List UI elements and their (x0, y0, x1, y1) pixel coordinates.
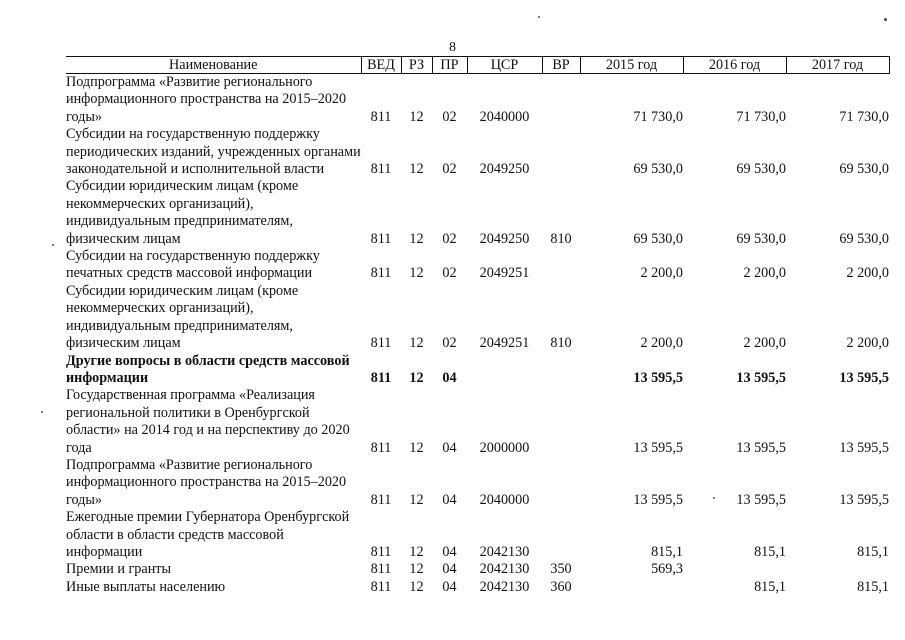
cell-ved: 811 (370, 108, 392, 125)
header-csr: ЦСР (467, 57, 542, 74)
table-row (66, 579, 889, 596)
table-header-row (66, 57, 889, 74)
cell-y2015: 69 530,0 (633, 230, 683, 247)
cell-name: Государственная программа «Реализация региональной политики в Оренбургской области» на 2014 год и на перспективу до 2020 года (66, 387, 350, 456)
cell-csr: 2049250 (479, 230, 530, 247)
header-2016: 2016 год (683, 57, 786, 74)
cell-y2017 (786, 561, 889, 578)
cell-pr: 04 (442, 543, 457, 560)
cell-rz: 12 (409, 335, 424, 352)
header-ved: ВЕД (361, 57, 401, 74)
cell-csr: 2042130 (479, 543, 530, 560)
cell-y2015: 2 200,0 (640, 335, 683, 352)
table-row (66, 509, 889, 561)
cell-vr: 350 (550, 561, 572, 578)
cell-y2017: 13 595,5 (839, 369, 889, 386)
cell-vr: 810 (550, 230, 572, 247)
cell-y2016: 13 595,5 (736, 439, 786, 456)
cell-pr: 04 (442, 369, 457, 386)
header-name: Наименование (66, 57, 361, 74)
table-row (66, 178, 889, 248)
cell-name: Субсидии на государственную поддержку печатных средств массовой информации (66, 248, 320, 282)
cell-rz: 12 (409, 108, 424, 125)
cell-y2017: 69 530,0 (839, 161, 889, 178)
header-pr: ПР (432, 57, 467, 74)
header-rz: РЗ (401, 57, 432, 74)
cell-name: Премии и гранты (66, 561, 172, 578)
cell-rz: 12 (409, 578, 424, 595)
cell-vr (542, 353, 580, 388)
cell-csr: 2040000 (479, 491, 530, 508)
cell-csr: 2049251 (479, 335, 530, 352)
cell-y2017: 815,1 (857, 578, 889, 595)
cell-y2016: 69 530,0 (736, 161, 786, 178)
cell-pr: 04 (442, 439, 457, 456)
cell-csr (467, 353, 542, 388)
scan-speck (713, 497, 715, 499)
table-row (66, 248, 889, 283)
cell-y2016: 815,1 (754, 578, 786, 595)
page-number: 8 (449, 40, 456, 55)
cell-csr: 2049250 (479, 161, 530, 178)
header-vr: ВР (542, 57, 580, 74)
cell-csr: 2040000 (479, 108, 530, 125)
cell-y2015: 69 530,0 (633, 161, 683, 178)
cell-pr: 02 (442, 230, 457, 247)
cell-csr: 2042130 (479, 578, 530, 595)
cell-ved: 811 (370, 161, 392, 178)
scan-speck (41, 411, 43, 413)
cell-y2017: 2 200,0 (846, 265, 889, 282)
cell-rz: 12 (409, 265, 424, 282)
cell-vr (542, 387, 580, 457)
cell-y2015 (580, 579, 683, 596)
cell-name: Субсидии юридическим лицам (кроме некоммерческих организаций), индивидуальным предпринимателям, физическим лицам (66, 178, 299, 247)
cell-ved: 811 (370, 335, 392, 352)
cell-pr: 02 (442, 108, 457, 125)
cell-y2017: 69 530,0 (839, 230, 889, 247)
cell-y2016: 815,1 (754, 543, 786, 560)
cell-ved: 811 (370, 265, 392, 282)
cell-pr: 04 (442, 561, 457, 578)
cell-y2017: 71 730,0 (839, 108, 889, 125)
header-2015: 2015 год (580, 57, 683, 74)
cell-ved: 811 (370, 578, 392, 595)
cell-y2016 (683, 561, 786, 578)
cell-y2015: 569,3 (651, 561, 683, 578)
cell-ved: 811 (370, 491, 392, 508)
cell-rz: 12 (409, 561, 424, 578)
cell-vr (542, 74, 580, 127)
cell-y2017: 13 595,5 (839, 491, 889, 508)
cell-rz: 12 (409, 439, 424, 456)
cell-y2016: 2 200,0 (743, 265, 786, 282)
cell-csr: 2000000 (479, 439, 530, 456)
cell-y2015: 13 595,5 (633, 491, 683, 508)
table-row (66, 561, 889, 578)
cell-pr: 02 (442, 161, 457, 178)
cell-y2016: 13 595,5 (736, 491, 786, 508)
scan-speck (52, 244, 54, 246)
table-row (66, 457, 889, 509)
cell-y2016: 13 595,5 (736, 369, 786, 386)
cell-vr: 360 (550, 578, 572, 595)
cell-ved: 811 (370, 230, 392, 247)
cell-vr (542, 248, 580, 283)
cell-csr: 2042130 (479, 561, 530, 578)
cell-rz: 12 (409, 491, 424, 508)
cell-csr: 2049251 (479, 265, 530, 282)
cell-name: Субсидии на государственную поддержку периодических изданий, учрежденных органами законодательной и исполнительной власти (66, 126, 361, 178)
cell-y2016: 71 730,0 (736, 108, 786, 125)
cell-y2017: 815,1 (857, 543, 889, 560)
table-row (66, 283, 889, 353)
cell-pr: 02 (442, 265, 457, 282)
cell-vr (542, 126, 580, 178)
scan-speck (538, 16, 540, 18)
cell-name: Ежегодные премии Губернатора Оренбургской области в области средств массовой информации (66, 509, 350, 560)
cell-name: Иные выплаты населению (66, 578, 226, 595)
cell-name: Подпрограмма «Развитие регионального информационного пространства на 2015–2020 годы» (66, 456, 347, 508)
cell-rz: 12 (409, 161, 424, 178)
cell-y2015: 815,1 (651, 543, 683, 560)
header-2017: 2017 год (786, 57, 889, 74)
cell-ved: 811 (370, 369, 392, 386)
cell-rz: 12 (409, 543, 424, 560)
cell-pr: 02 (442, 335, 457, 352)
cell-y2016: 69 530,0 (736, 230, 786, 247)
cell-name: Другие вопросы в области средств массовой информации (66, 352, 350, 386)
cell-pr: 04 (442, 578, 457, 595)
cell-y2017: 2 200,0 (846, 335, 889, 352)
cell-y2016: 2 200,0 (743, 335, 786, 352)
cell-pr: 04 (442, 491, 457, 508)
cell-y2015: 13 595,5 (633, 369, 683, 386)
cell-rz: 12 (409, 230, 424, 247)
table-body (66, 74, 889, 597)
cell-ved: 811 (370, 439, 392, 456)
cell-rz: 12 (409, 369, 424, 386)
cell-y2015: 13 595,5 (633, 439, 683, 456)
cell-y2017: 13 595,5 (839, 439, 889, 456)
table-row (66, 126, 889, 178)
budget-table (66, 56, 890, 596)
cell-ved: 811 (370, 543, 392, 560)
cell-vr (542, 457, 580, 509)
table-row (66, 74, 889, 127)
scan-speck (884, 18, 887, 21)
cell-name: Субсидии юридическим лицам (кроме некоммерческих организаций), индивидуальным предпринимателям, физическим лицам (66, 282, 299, 352)
cell-vr (542, 509, 580, 561)
table-row (66, 387, 889, 457)
cell-ved: 811 (370, 561, 392, 578)
cell-name: Подпрограмма «Развитие регионального информационного пространства на 2015–2020 годы» (66, 74, 347, 125)
cell-y2015: 2 200,0 (640, 265, 683, 282)
cell-y2015: 71 730,0 (633, 108, 683, 125)
cell-vr: 810 (550, 335, 572, 352)
table-row (66, 353, 889, 388)
